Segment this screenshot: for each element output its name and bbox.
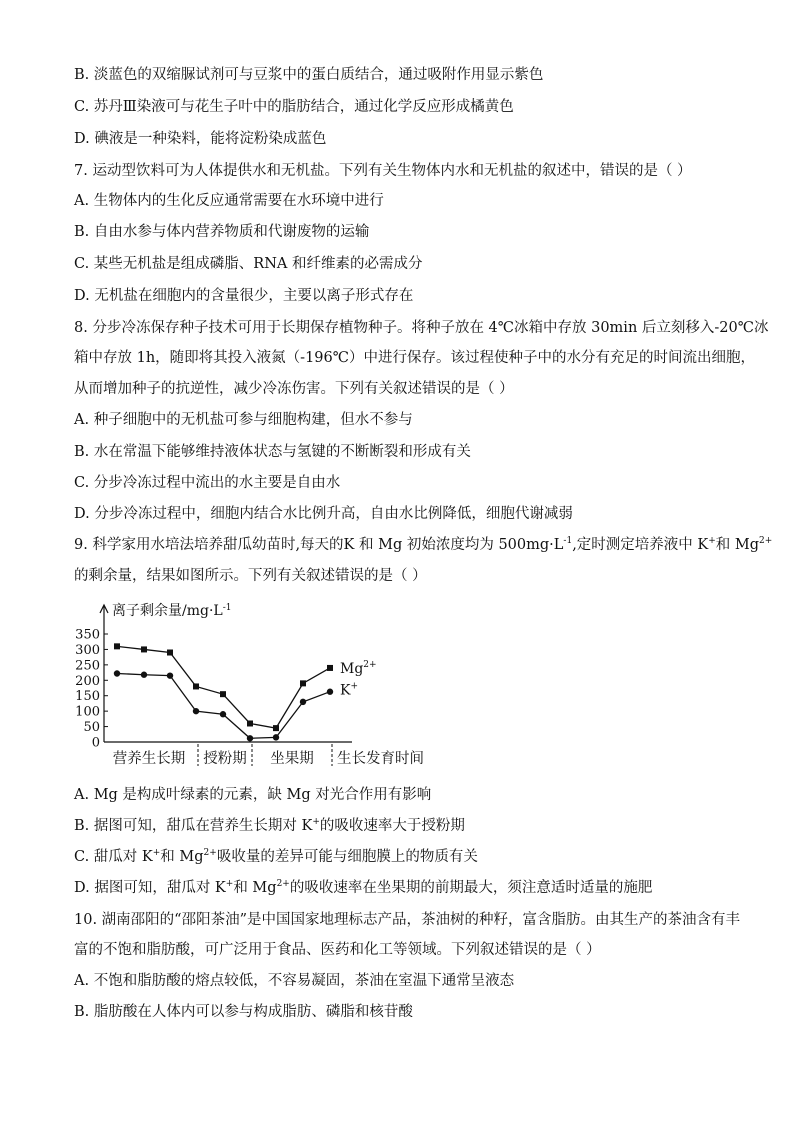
q9-option-b: B. 据图可知，甜瓜在营养生长期对 K+的吸收速率大于授粉期: [74, 817, 465, 834]
data-point-circle: [167, 672, 173, 678]
q10-stem-line2: 富的不饱和脂肪酸，可广泛用于食品、医药和化工等领域。下列叙述错误的是（ ）: [74, 942, 601, 958]
y-axis-label: 离子剩余量$/mg\cdot L^{-1}$: [112, 603, 232, 619]
stage-label: 坐果期: [270, 751, 314, 767]
y-tick-label: 200: [75, 673, 100, 689]
y-tick-label: 250: [75, 658, 100, 674]
q7-option-b: B. 自由水参与体内营养物质和代谢废物的运输: [74, 224, 370, 240]
ion-remaining-chart: [72, 598, 442, 778]
stage-label: 营养生长期: [112, 751, 186, 767]
data-point-circle: [220, 711, 226, 717]
data-point-square: [167, 650, 173, 656]
data-point-square: [141, 646, 147, 652]
q10-stem-line1: 10. 湖南邵阳的“邵阳茶油”是中国国家地理标志产品，茶油树的种籽，富含脂肪。由其生产的茶油含有丰: [74, 912, 740, 928]
chart-y-ticks: [75, 628, 108, 751]
data-point-square: [114, 643, 120, 649]
q9-option-d: D. 据图可知，甜瓜对 K+和 $Mg^{2+}$的吸收速率在坐果期的前期最大，须注意适时适量的施肥: [74, 879, 653, 896]
q7-option-c: C. 某些无机盐是组成磷脂、RNA 和纤维素的必需成分: [74, 256, 423, 272]
q7-option-a: A. 生物体内的生化反应通常需要在水环境中进行: [74, 193, 384, 209]
q8-option-a: A. 种子细胞中的无机盐可参与细胞构建，但水不参与: [74, 412, 413, 428]
y-tick-label: 150: [75, 689, 100, 705]
q8-stem-line2: 箱中存放 1h，随即将其投入液氮（-196℃）中进行保存。该过程使种子中的水分有充足的时间流出细胞，: [74, 350, 755, 366]
y-tick-label: 100: [75, 704, 100, 720]
data-point-circle: [327, 689, 333, 695]
series-label-mg: $Mg^{2+}$: [340, 659, 377, 677]
data-point-circle: [273, 734, 279, 740]
data-point-circle: [193, 708, 199, 714]
y-tick-label: 50: [83, 720, 100, 736]
series-label-k: K+: [340, 681, 359, 699]
q8-option-d: D. 分步冷冻过程中，细胞内结合水比例升高，自由水比例降低，细胞代谢减弱: [74, 506, 573, 522]
q9-option-a: A. Mg 是构成叶绿素的元素，缺 Mg 对光合作用有影响: [74, 787, 432, 803]
q6-option-b: B. 淡蓝色的双缩脲试剂可与豆浆中的蛋白质结合，通过吸附作用显示紫色: [74, 67, 544, 83]
q10-option-b: B. 脂肪酸在人体内可以参与构成脂肪、磷脂和核苷酸: [74, 1004, 413, 1020]
q9-stem-line2: 的剩余量，结果如图所示。下列有关叙述错误的是（ ）: [74, 568, 427, 584]
data-point-circle: [114, 670, 120, 676]
data-point-square: [300, 680, 306, 686]
q8-stem-line3: 从而增加种子的抗逆性，减少冷冻伤害。下列有关叙述错误的是（ ）: [74, 381, 514, 397]
q9-stem-line1: 9. 科学家用水培法培养甜瓜幼苗时,每天的K 和 Mg 初始浓度均为 $500mg\cdot L^{-1}$,定时测定培养液中 K+和 $Mg^{2+}$: [74, 536, 773, 553]
q10-option-a: A. 不饱和脂肪酸的熔点较低，不容易凝固，茶油在室温下通常呈液态: [74, 973, 515, 989]
series-line-k: [117, 673, 330, 738]
stage-label: 授粉期: [203, 751, 247, 767]
chart-series: [114, 643, 333, 741]
data-point-square: [273, 725, 279, 731]
chart-stage-labels: [113, 744, 332, 767]
y-tick-label: 350: [75, 627, 100, 643]
data-point-square: [193, 683, 199, 689]
data-point-circle: [247, 735, 253, 741]
y-tick-label: 300: [75, 642, 100, 658]
q8-option-c: C. 分步冷冻过程中流出的水主要是自由水: [74, 475, 341, 491]
q7-stem: 7. 运动型饮料可为人体提供水和无机盐。下列有关生物体内水和无机盐的叙述中，错误的是（ ）: [74, 163, 692, 179]
q9-option-c: C. 甜瓜对 K+和 $Mg^{2+}$吸收量的差异可能与细胞膜上的物质有关: [74, 848, 478, 865]
chart-axes: [100, 605, 352, 742]
q6-option-d: D. 碘液是一种染料，能将淀粉染成蓝色: [74, 131, 327, 147]
data-point-circle: [141, 672, 147, 678]
y-tick-label: 0: [91, 735, 100, 751]
q8-option-b: B. 水在常温下能够维持液体状态与氢键的不断断裂和形成有关: [74, 444, 471, 460]
data-point-square: [327, 665, 333, 671]
q8-stem-line1: 8. 分步冷冻保存种子技术可用于长期保存植物种子。将种子放在 4℃冰箱中存放 30min 后立刻移入-20℃冰: [74, 320, 769, 336]
data-point-square: [247, 720, 253, 726]
data-point-circle: [300, 699, 306, 705]
q7-option-d: D. 无机盐在细胞内的含量很少，主要以离子形式存在: [74, 288, 414, 304]
q6-option-c: C. 苏丹Ⅲ染液可与花生子叶中的脂肪结合，通过化学反应形成橘黄色: [74, 99, 514, 115]
data-point-square: [220, 691, 226, 697]
x-axis-label: 生长发育时间: [337, 751, 424, 767]
